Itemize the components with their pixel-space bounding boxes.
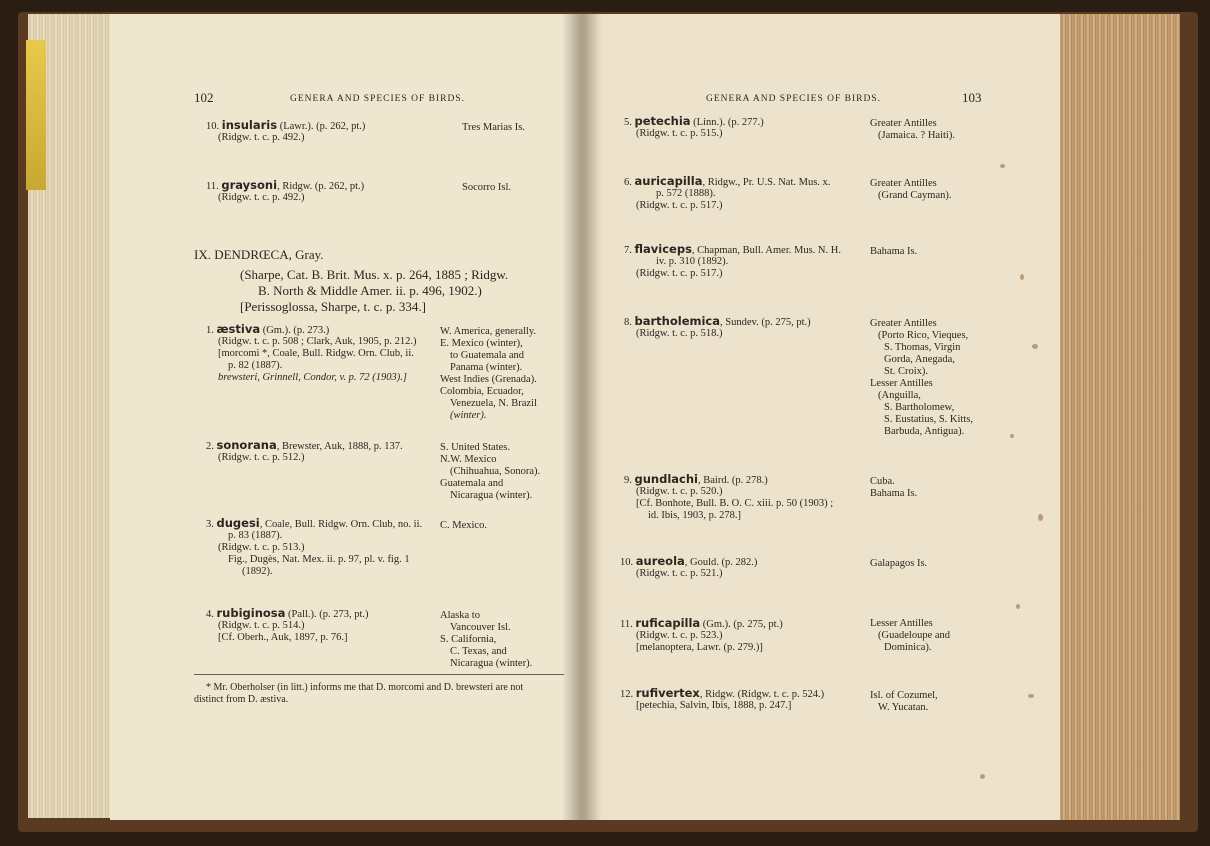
text-fragment: , Baird. (p. 278.) [698, 475, 768, 486]
text-line: Bahama Is. [870, 488, 918, 499]
text-line: (1892). [242, 566, 273, 577]
foxing-spot [1028, 694, 1034, 698]
species-name: ruficapilla [635, 616, 701, 630]
text-line: S. California, [440, 634, 497, 645]
text-line: id. Ibis, 1903, p. 278.] [648, 510, 742, 521]
text-line: (Chihuahua, Sonora). [450, 466, 541, 477]
foxing-spot [1010, 434, 1014, 438]
text-fragment: 10. [620, 557, 634, 568]
text-line: Dominica). [884, 642, 932, 653]
range-text: Socorro Isl. [462, 182, 511, 193]
text-fragment: 11. [206, 181, 219, 192]
text-fragment: 6. [624, 177, 632, 188]
text-line: B. North & Middle Amer. ii. p. 496, 1902.) [258, 283, 482, 298]
text-line [206, 180, 364, 192]
left-page [110, 14, 580, 820]
text-line: (Jamaica. ? Haiti). [878, 130, 955, 141]
text-line: (Sharpe, Cat. B. Brit. Mus. x. p. 264, 1885 ; Ridgw. [240, 267, 509, 282]
right-page-edges [1060, 14, 1180, 820]
text-line: p. 82 (1887). [228, 360, 283, 371]
text-line [206, 120, 365, 132]
text-line: Colombia, Ecuador, [440, 386, 524, 397]
text-line: (Ridgw. t. c. p. 513.) [218, 542, 305, 553]
text-line [624, 244, 841, 256]
text-line: (Porto Rico, Vieques, [878, 330, 969, 341]
text-line [620, 618, 783, 630]
text-fragment: (Pall.). (p. 273, pt.) [288, 609, 369, 620]
text-fragment: , Ridgw. (Ridgw. t. c. p. 524.) [699, 689, 825, 700]
text-line [620, 556, 757, 568]
text-line: Venezuela, N. Brazil [450, 398, 537, 409]
species-name: insularis [221, 118, 278, 132]
text-line: (Ridgw. t. c. p. 492.) [218, 192, 305, 203]
bookmark-strip [26, 40, 46, 190]
running-title: GENERA AND SPECIES OF BIRDS. [290, 94, 466, 104]
species-name: æstiva [216, 322, 261, 336]
text-fragment: 8. [624, 317, 632, 328]
text-line: (Ridgw. t. c. p. 518.) [636, 328, 723, 339]
genus-header: IX. DENDRŒCA, Gray. [194, 247, 324, 262]
text-line: S. Eustatius, S. Kitts, [884, 414, 973, 425]
text-line: [melanoptera, Lawr. (p. 279.)] [636, 642, 763, 653]
page-number: 103 [962, 90, 982, 105]
range-text: Tres Marias Is. [462, 122, 525, 133]
range-text: Cuba. [870, 476, 895, 487]
range-text: Greater Antilles [870, 178, 937, 189]
book-gutter [562, 14, 602, 820]
text-line: Nicaragua (winter). [450, 658, 533, 669]
range-text: Bahama Is. [870, 246, 918, 257]
text-line [206, 518, 422, 530]
text-line: West Indies (Grenada). [440, 374, 537, 385]
foxing-spot [980, 774, 985, 779]
text-line: St. Croix). [884, 366, 929, 377]
text-fragment: , Chapman, Bull. Amer. Mus. N. H. [691, 245, 841, 256]
text-line: Barbuda, Antigua). [884, 426, 965, 437]
text-line: [Cf. Bonhote, Bull. B. O. C. xiii. p. 50 (1903) ; [636, 498, 834, 509]
text-line: [petechia, Salvin, Ibis, 1888, p. 247.] [636, 700, 792, 711]
text-line: to Guatemala and [450, 350, 525, 361]
range-text: Greater Antilles [870, 318, 937, 329]
text-line: (winter). [450, 410, 487, 421]
page-number: 102 [194, 90, 214, 105]
text-line [206, 608, 369, 620]
range-text: Alaska to [440, 610, 480, 621]
text-line: C. Texas, and [450, 646, 507, 657]
text-fragment: , Sundev. (p. 275, pt.) [720, 317, 811, 328]
text-fragment: 12. [620, 689, 634, 700]
text-line: iv. p. 310 (1892). [656, 256, 729, 267]
range-text: Galapagos Is. [870, 558, 928, 569]
text-fragment: 7. [624, 245, 632, 256]
text-line [206, 440, 403, 452]
text-line: (Ridgw. t. c. p. 514.) [218, 620, 305, 631]
foxing-spot [1016, 604, 1020, 609]
text-fragment: (Gm.). (p. 273.) [262, 325, 330, 336]
text-fragment: 11. [620, 619, 633, 630]
species-name: gundlachi [634, 472, 698, 486]
text-line: S. Bartholomew, [884, 402, 955, 413]
foxing-spot [1038, 514, 1043, 521]
text-line: (Ridgw. t. c. p. 517.) [636, 268, 723, 279]
text-line: S. Thomas, Virgin [884, 342, 961, 353]
foxing-spot [1000, 164, 1005, 168]
text-line: p. 83 (1887). [228, 530, 283, 541]
text-line: (Ridgw. t. c. p. 517.) [636, 200, 723, 211]
range-text: W. America, generally. [440, 326, 537, 337]
text-line: Lesser Antilles [870, 378, 933, 389]
text-fragment: , Coale, Bull. Ridgw. Orn. Club, no. ii. [259, 519, 423, 530]
species-name: bartholemica [634, 314, 720, 328]
text-line [624, 116, 764, 128]
range-text: S. United States. [440, 442, 510, 453]
text-line: Guatemala and [440, 478, 504, 489]
text-line: (Ridgw. t. c. p. 515.) [636, 128, 723, 139]
text-line: (Ridgw. t. c. p. 520.) [636, 486, 723, 497]
footnote-rule [194, 674, 564, 675]
text-fragment: 1. [206, 325, 214, 336]
running-title: GENERA AND SPECIES OF BIRDS. [706, 94, 882, 104]
text-line: (Grand Cayman). [878, 190, 952, 201]
text-line: (Ridgw. t. c. p. 512.) [218, 452, 305, 463]
text-line [620, 688, 824, 700]
text-fragment: 9. [624, 475, 632, 486]
text-fragment: , Ridgw. (p. 262, pt.) [277, 181, 365, 192]
text-line: (Anguilla, [878, 390, 921, 401]
species-name: graysoni [221, 178, 278, 192]
range-text: Greater Antilles [870, 118, 937, 129]
text-fragment: 2. [206, 441, 214, 452]
text-line: E. Mexico (winter), [440, 338, 523, 349]
text-line: brewsteri, Grinnell, Condor, v. p. 72 (1903).] [218, 372, 407, 383]
range-text: C. Mexico. [440, 520, 487, 531]
foxing-spot [1020, 274, 1024, 280]
text-fragment: , Ridgw., Pr. U.S. Nat. Mus. x. [702, 177, 831, 188]
text-line: N.W. Mexico [440, 454, 497, 465]
species-name: aureola [635, 554, 685, 568]
right-page [580, 14, 1060, 820]
text-line: (Ridgw. t. c. p. 523.) [636, 630, 723, 641]
text-fragment: 10. [206, 121, 220, 132]
species-name: sonorana [216, 438, 277, 452]
text-line: [Cf. Oberh., Auk, 1897, p. 76.] [218, 632, 348, 643]
text-fragment: , Gould. (p. 282.) [684, 557, 758, 568]
text-fragment: 3. [206, 519, 214, 530]
foxing-spot [1032, 344, 1038, 349]
text-fragment: 5. [624, 117, 632, 128]
text-line: Vancouver Isl. [450, 622, 511, 633]
species-name: flaviceps [634, 242, 692, 256]
text-line: (Guadeloupe and [878, 630, 951, 641]
text-line: (Ridgw. t. c. p. 521.) [636, 568, 723, 579]
text-line: distinct from D. æstiva. [194, 694, 289, 705]
range-text: Isl. of Cozumel, [870, 690, 938, 701]
species-name: dugesi [216, 516, 260, 530]
text-line: (Ridgw. t. c. p. 508 ; Clark, Auk, 1905, p. 212.) [218, 336, 417, 347]
text-fragment: (Gm.). (p. 275, pt.) [702, 619, 783, 630]
text-line: Panama (winter). [450, 362, 523, 373]
text-line [624, 316, 811, 328]
species-name: rufivertex [635, 686, 700, 700]
text-line [624, 474, 768, 486]
text-line: [morcomi *, Coale, Bull. Ridgw. Orn. Club, ii. [218, 348, 414, 359]
text-fragment: (Linn.). (p. 277.) [693, 117, 764, 128]
text-fragment: , Brewster, Auk, 1888, p. 137. [276, 441, 403, 452]
text-line: Fig., Dugès, Nat. Mex. ii. p. 97, pl. v. fig. 1 [228, 554, 410, 565]
text-line: (Ridgw. t. c. p. 492.) [218, 132, 305, 143]
text-line [206, 324, 329, 336]
text-fragment: (Lawr.). (p. 262, pt.) [279, 121, 366, 132]
text-line: * Mr. Oberholser (in litt.) informs me that D. morcomi and D. brewsteri are not [206, 682, 524, 693]
species-name: rubiginosa [216, 606, 286, 620]
text-line: W. Yucatan. [878, 702, 929, 713]
text-line: p. 572 (1888). [656, 188, 716, 199]
species-name: auricapilla [634, 174, 703, 188]
text-line: [Perissoglossa, Sharpe, t. c. p. 334.] [240, 299, 426, 314]
text-line: Nicaragua (winter). [450, 490, 533, 501]
species-name: petechia [634, 114, 691, 128]
range-text: Lesser Antilles [870, 618, 933, 629]
text-line: Gorda, Anegada, [884, 354, 955, 365]
text-fragment: 4. [206, 609, 214, 620]
text-line [624, 176, 830, 188]
